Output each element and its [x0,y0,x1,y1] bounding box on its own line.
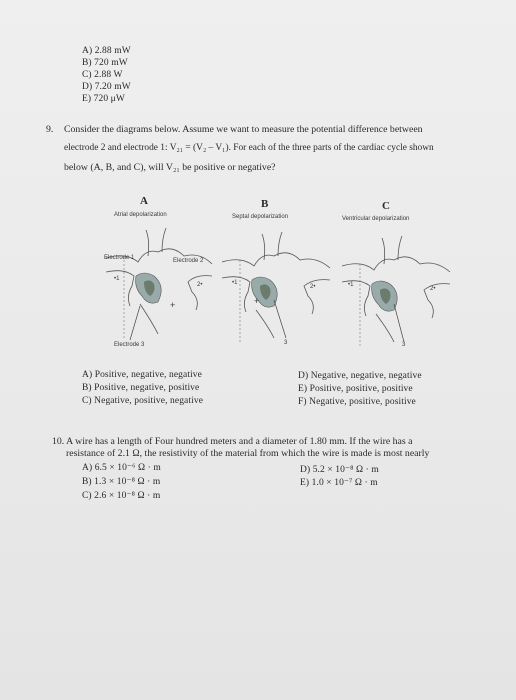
diagram-a-mark-2: 2• [197,282,203,288]
q9-number: 9. [46,124,54,135]
q10-option-d: D) 5.2 × 10⁻⁸ Ω · m [300,465,379,475]
prev-option-e: E) 720 μW [82,94,125,104]
electrode-1-label: Electrode 1 [104,255,135,261]
q9-text-line3: below (A, B, and C), will V₂₁ be positive or negative? [64,162,276,173]
diagram-a-mark-1: •1 [114,276,120,282]
q9-option-d: D) Negative, negative, negative [298,371,422,381]
q9-option-b: B) Positive, negative, positive [82,383,200,393]
diagram-c-caption: Ventricular depolarization [342,216,410,222]
q9-text-line2: electrode 2 and electrode 1: V₂₁ = (V₂ – V₁). For each of the three parts of the cardiac cycle shown [64,143,434,153]
prev-option-c: C) 2.88 W [82,70,123,80]
q10-option-a: A) 6.5 × 10⁻⁶ Ω · m [82,463,161,473]
diagram-a-plus: + [170,300,176,310]
diagram-c-mark-2: 2• [430,286,436,292]
q10-option-e: E) 1.0 × 10⁻⁷ Ω · m [300,478,378,488]
prev-option-d: D) 7.20 mW [82,82,131,92]
diagram-c-letter: C [382,200,390,212]
electrode-3-label: Electrode 3 [114,342,145,348]
q9-option-c: C) Negative, positive, negative [82,396,204,406]
prev-option-a: A) 2.88 mW [82,46,131,56]
q9-option-e: E) Positive, positive, positive [298,384,413,394]
q10-text-line2: resistance of 2.1 Ω, the resistivity of the material from which the wire is made is most nearly [66,448,430,459]
diagram-c-mark-3: 3 [402,342,406,348]
q10-option-c: C) 2.6 × 10⁻⁸ Ω · m [82,491,161,501]
diagram-b-mark-3: 3 [284,340,288,346]
diagram-c-mark-1: •1 [348,282,354,288]
q9-option-f: F) Negative, positive, positive [298,397,416,407]
diagram-a-letter: A [140,195,148,207]
diagram-b-caption: Septal depolarization [232,214,289,220]
q9-text-line1: Consider the diagrams below. Assume we want to measure the potential difference between [64,124,423,135]
diagram-a-caption: Atrial depolarization [114,212,167,218]
diagram-b-letter: B [261,198,269,210]
q10-option-b: B) 1.3 × 10⁻⁸ Ω · m [82,477,161,487]
q9-option-a: A) Positive, negative, negative [82,370,202,380]
diagram-c-heart [334,232,458,352]
diagram-b-plus: + [254,296,260,306]
diagram-b-mark-1: •1 [232,280,238,286]
diagram-b-mark-2: 2• [310,284,316,290]
q10-text-line1: 10. A wire has a length of Four hundred meters and a diameter of 1.80 mm. If the wire has a [52,436,413,447]
diagram-b-heart [214,230,338,348]
prev-option-b: B) 720 mW [82,58,128,68]
electrode-2-label: Electrode 2 [173,258,204,264]
